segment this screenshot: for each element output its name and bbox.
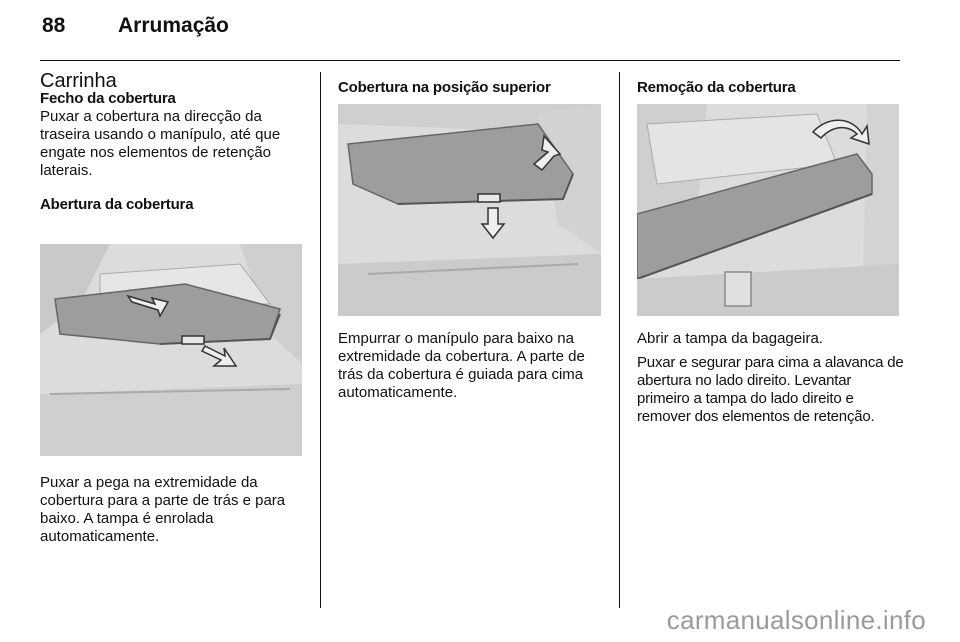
heading-upper-position: Cobertura na posição superior: [338, 79, 551, 96]
page-number: 88: [42, 14, 66, 37]
paragraph-remove-2: Puxar e segurar para cima a alavanca de abertura no lado direito. Levantar primeiro a tampa do lado direito e remover dos elementos de retenção.: [637, 354, 904, 425]
column-divider-1: [320, 72, 321, 608]
column-2: [338, 72, 606, 97]
column-2-lower: [338, 330, 606, 402]
paragraph-upper-position: Empurrar o manípulo para baixo na extremidade da cobertura. A parte de trás da cobertura é guiada para cima automaticamente.: [338, 330, 585, 401]
chapter-title: Arrumação: [118, 14, 229, 37]
illustration-open-cover: [40, 244, 302, 456]
header-rule: [40, 60, 900, 61]
heading-open-cover: Abertura da cobertura: [40, 196, 194, 213]
illustration-remove-cover: [637, 104, 899, 316]
heading-close-cover: Fecho da cobertura: [40, 90, 176, 107]
paragraph-remove-1: Abrir a tampa da bagageira.: [637, 330, 823, 347]
column-1-lower: [40, 474, 308, 546]
paragraph-close-cover: Puxar a cobertura na direcção da traseira usando o manípulo, até que engate nos elementos de retenção laterais.: [40, 108, 281, 179]
section-title: Carrinha: [40, 70, 117, 92]
illustration-upper-position: [338, 104, 601, 316]
heading-remove-cover: Remoção da cobertura: [637, 79, 796, 96]
watermark: carmanualsonline.info: [666, 605, 926, 635]
column-divider-2: [619, 72, 620, 608]
paragraph-open-cover: Puxar a pega na extremidade da cobertura para a parte de trás e para baixo. A tampa é enrolada automaticamente.: [40, 474, 286, 545]
column-1: [40, 72, 308, 214]
column-3: [637, 72, 905, 97]
column-3-lower: [637, 330, 905, 426]
